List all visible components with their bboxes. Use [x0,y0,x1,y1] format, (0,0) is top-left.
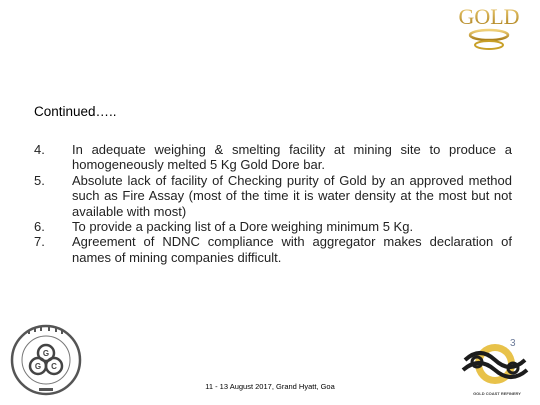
item-number: 4. [34,142,45,157]
item-text: Agreement of NDNC compliance with aggregator makes declaration of names of mining companies difficult. [72,234,512,265]
page-number: 3 [510,338,516,349]
gujarat-gold-centre-seal [8,322,84,398]
item-text: In adequate weighing & smelting facility at mining site to produce a homogeneously melted 5 Kg Gold Dore bar. [72,142,512,173]
footer-event: 11 - 13 August 2017, Grand Hyatt, Goa [205,382,335,391]
slide-subtitle: Continued….. [34,104,117,119]
svg-text:G: G [42,349,50,358]
item-number: 5. [34,172,45,188]
gold-coast-refinery-name: GOLD COAST REFINERY [473,391,521,396]
svg-text:C: C [51,362,57,371]
item-text: Absolute lack of facility of Checking purity of Gold by an approved method such as Fire Assay (most of the time it is water density at the most but not available with most) [72,172,512,219]
list-item [34,173,512,219]
item-text: To provide a packing list of a Dore weighing minimum 5 Kg. [72,219,414,235]
item-number: 6. [34,219,45,235]
list-item [34,219,512,234]
svg-text:G: G [34,362,42,371]
gold-logo-text: GOLD [458,4,520,29]
points-list [34,142,512,265]
list-item [34,234,512,265]
list-item [34,142,512,173]
item-number: 7. [34,234,45,250]
gold-logo [444,2,534,54]
